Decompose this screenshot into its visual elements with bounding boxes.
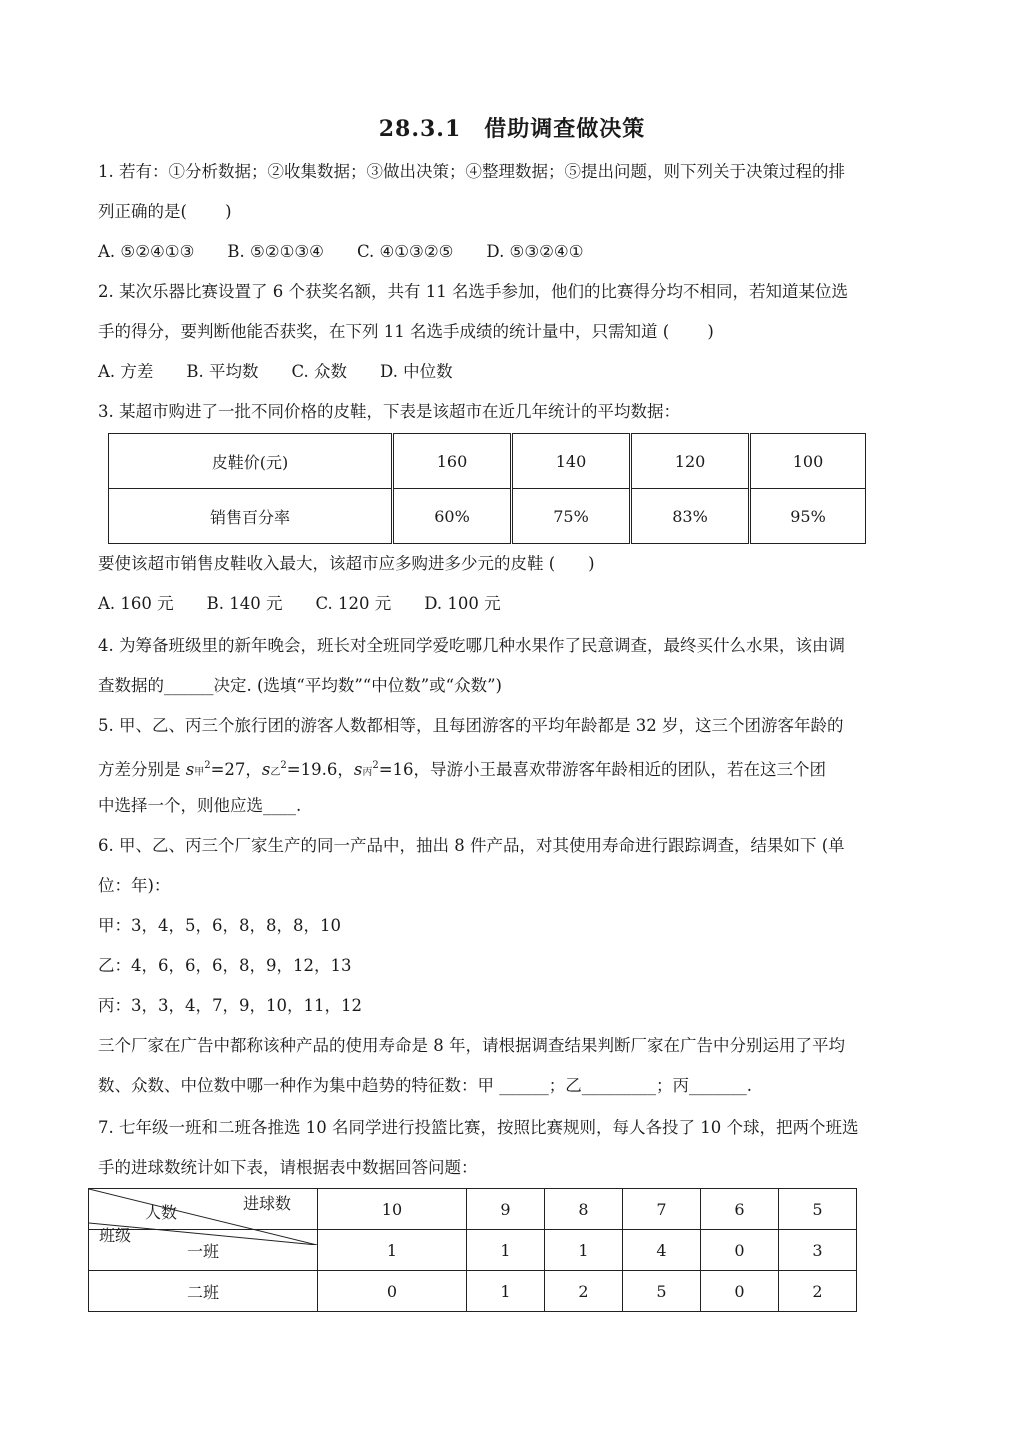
q5-line2 [98,754,826,785]
goal-header: 10 [318,1189,467,1230]
q2-line1: 2. 某次乐器比赛设置了 6 个获奖名额，共有 11 名选手参加，他们的比赛得分均不相同，若知道某位选 [98,282,848,301]
q5-prefix: 方差分别是 [98,760,186,779]
header-goals: 进球数 [243,1194,292,1213]
price-cell: 140 [512,434,631,489]
q6-jia: 甲：3，4，5，6，8，8，8，10 [98,916,341,935]
price-cell: 100 [750,434,866,489]
q4-line1: 4. 为筹备班级里的新年晚会，班长对全班同学爱吃哪几种水果作了民意调查，最终买什么水果，该由调 [98,636,845,655]
q1-options: A. ⑤②④①③ B. ⑤②①③④ C. ④①③②⑤ D. ⑤③②④① [98,242,584,261]
basketball-table [88,1188,857,1312]
price-cell: 160 [393,434,512,489]
goal-header: 5 [778,1189,856,1230]
superscript: 2 [280,760,287,771]
count-cell: 1 [466,1271,544,1312]
q1-line2: 列正确的是( ) [98,202,232,221]
variance-symbol: s [261,760,271,779]
table-row [89,1189,857,1230]
q6-line3: 三个厂家在广告中都称该种产品的使用寿命是 8 年，请根据调查结果判断厂家在广告中分别运用了平均 [98,1036,845,1055]
header-class: 班级 [99,1226,132,1245]
table-row [109,434,866,489]
rate-cell: 95% [750,489,866,544]
count-cell: 1 [318,1230,467,1271]
count-cell: 3 [778,1230,856,1271]
q5-line1: 5. 甲、乙、丙三个旅行团的游客人数都相等，且每团游客的平均年龄都是 32 岁，这三个团游客年龄的 [98,716,844,735]
q6-bing: 丙：3，3，4，7，9，10，11，12 [98,996,362,1015]
page-title: 28.3.1 借助调查做决策 [378,116,646,142]
count-cell: 1 [466,1230,544,1271]
count-cell: 0 [318,1271,467,1312]
table-row [89,1271,857,1312]
q6-line1: 6. 甲、乙、丙三个厂家生产的同一产品中，抽出 8 件产品，对其使用寿命进行跟踪调查，结果如下 (单 [98,836,845,855]
q3-line1: 3. 某超市购进了一批不同价格的皮鞋，下表是该超市在近几年统计的平均数据： [98,402,680,421]
count-cell: 0 [700,1230,778,1271]
subscript-bing: 丙 [362,767,373,778]
q3-options: A. 160 元 B. 140 元 C. 120 元 D. 100 元 [98,594,501,613]
count-cell: 0 [700,1271,778,1312]
value-jia: =27， [210,760,262,779]
superscript: 2 [372,760,379,771]
class-name: 二班 [89,1271,318,1312]
goal-header: 7 [622,1189,700,1230]
q7-line1: 7. 七年级一班和二班各推选 10 名同学进行投篮比赛，按照比赛规则，每人各投了 10 个球，把两个班选 [98,1118,859,1137]
q1-line1: 1. 若有：①分析数据；②收集数据；③做出决策；④整理数据；⑤提出问题，则下列关于决策过程的排 [98,162,845,181]
rate-cell: 83% [631,489,750,544]
q6-line2: 位：年)： [98,876,171,895]
q6-line4: 数、众数、中位数中哪一种作为集中趋势的特征数：甲 ______；乙_________；丙_______. [98,1076,752,1095]
count-cell: 5 [622,1271,700,1312]
q7-line2: 手的进球数统计如下表，请根据表中数据回答问题： [98,1158,478,1177]
q6-yi: 乙：4，6，6，6，8，9，12，13 [98,956,352,975]
goal-header: 9 [466,1189,544,1230]
q3-line2: 要使该超市销售皮鞋收入最大，该超市应多购进多少元的皮鞋 ( ) [98,554,595,573]
price-cell: 120 [631,434,750,489]
table-row [109,489,866,544]
diagonal-header-cell [89,1189,318,1245]
shoe-price-table [108,433,866,544]
row-label-price: 皮鞋价(元) [109,434,393,489]
subscript-yi: 乙 [270,767,281,778]
goal-header: 8 [544,1189,622,1230]
q2-options: A. 方差 B. 平均数 C. 众数 D. 中位数 [98,362,453,381]
count-cell: 1 [544,1230,622,1271]
header-people: 人数 [145,1203,178,1222]
q2-line2: 手的得分，要判断他能否获奖，在下列 11 名选手成绩的统计量中，只需知道 ( ) [98,322,714,341]
count-cell: 4 [622,1230,700,1271]
value-bing: =16，导游小王最喜欢带游客年龄相近的团队，若在这三个团 [378,760,827,779]
count-cell: 2 [544,1271,622,1312]
row-label-rate: 销售百分率 [109,489,393,544]
variance-symbol: s [353,760,363,779]
rate-cell: 60% [393,489,512,544]
superscript: 2 [204,760,211,771]
q4-line2: 查数据的______决定. (选填“平均数”“中位数”或“众数”) [98,676,502,695]
rate-cell: 75% [512,489,631,544]
class-name: 一班 [89,1230,318,1271]
value-yi: =19.6， [286,760,354,779]
variance-symbol: s [185,760,195,779]
q5-line3: 中选择一个，则他应选____. [98,796,302,815]
count-cell: 2 [778,1271,856,1312]
goal-header: 6 [700,1189,778,1230]
subscript-jia: 甲 [194,767,205,778]
